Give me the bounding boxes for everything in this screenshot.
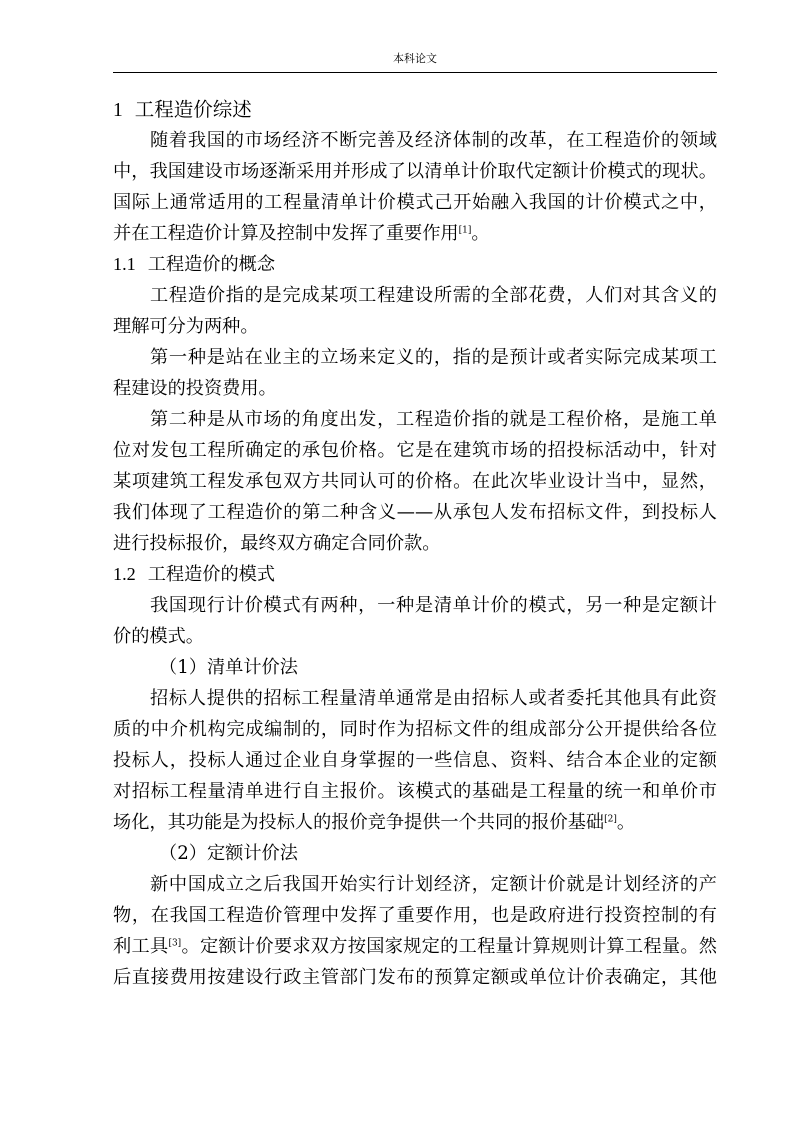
concept-p3-line-3: 某项建筑工程发承包双方共同认可的价格。在此次毕业设计当中，显然， bbox=[113, 471, 717, 492]
section-1-number: 1 bbox=[113, 100, 123, 121]
concept-p3-line-2: 位对发包工程所确定的承包价格。它是在建筑市场的招投标活动中，针对 bbox=[113, 440, 717, 461]
modes-p2-line-4: 对招标工程量清单进行自主报价。该模式的基础是工程量的统一和单价市 bbox=[113, 781, 717, 802]
modes-p3-line-2: 物，在我国工程造价管理中发挥了重要作用，也是政府进行投资控制的有 bbox=[113, 905, 717, 926]
intro-line-4 bbox=[113, 218, 717, 249]
citation-1: [1] bbox=[458, 225, 472, 236]
modes-p3-line-1: 新中国成立之后我国开始实行计划经济，定额计价就是计划经济的产 bbox=[150, 874, 717, 895]
citation-2: [2] bbox=[604, 814, 617, 825]
modes-p2-line-5 bbox=[113, 807, 717, 838]
modes-p3-line-3-start: 利工具 bbox=[113, 936, 169, 957]
modes-p2-line-5-text: 场化，其功能是为投标人的报价竞争提供一个共同的报价基础 bbox=[113, 812, 605, 833]
modes-p2-line-1: 招标人提供的招标工程量清单通常是由招标人或者委托其他具有此资 bbox=[150, 688, 717, 709]
subheading-quota-pricing: （2）定额计价法 bbox=[159, 843, 298, 864]
concept-p3-line-5: 进行投标报价，最终双方确定合同价款。 bbox=[113, 533, 441, 554]
section-1-heading bbox=[113, 94, 717, 125]
section-1-2-number: 1.2 bbox=[113, 564, 136, 584]
modes-p1-line-2: 价的模式。 bbox=[113, 626, 204, 647]
modes-p2-line-3: 投标人，投标人通过企业自身掌握的一些信息、资料、结合本企业的定额 bbox=[113, 750, 717, 771]
concept-p3-line-1: 第二种是从市场的角度出发，工程造价指的就是工程价格，是施工单 bbox=[150, 409, 717, 430]
section-1-title: 工程造价综述 bbox=[134, 98, 252, 121]
modes-p2-line-5-end: 。 bbox=[616, 812, 636, 833]
section-1-1-number: 1.1 bbox=[113, 254, 136, 274]
header-rule bbox=[113, 72, 717, 73]
section-1-2-title: 工程造价的模式 bbox=[147, 564, 276, 585]
intro-line-4-end: 。 bbox=[471, 223, 490, 244]
concept-p3-line-4: 我们体现了工程造价的第二种含义——从承包人发布招标文件，到投标人 bbox=[113, 502, 717, 523]
concept-p2-line-1: 第一种是站在业主的立场来定义的，指的是预计或者实际完成某项工 bbox=[150, 347, 717, 368]
citation-3: [3] bbox=[168, 938, 182, 949]
intro-line-2: 中，我国建设市场逐渐采用并形成了以清单计价取代定额计价模式的现状。 bbox=[113, 161, 717, 182]
running-header: 本科论文 bbox=[393, 52, 437, 65]
modes-p1-line-1: 我国现行计价模式有两种，一种是清单计价的模式，另一种是定额计 bbox=[150, 595, 717, 616]
section-1-1-title: 工程造价的概念 bbox=[147, 254, 276, 275]
document-body bbox=[113, 94, 717, 993]
modes-p3-line-3-rest: 。定额计价要求双方按国家规定的工程量计算规则计算工程量。然 bbox=[181, 936, 717, 957]
modes-p2-line-2: 质的中介机构完成编制的，同时作为招标文件的组成部分公开提供给各位 bbox=[113, 719, 717, 740]
concept-p1-line-1: 工程造价指的是完成某项工程建设所需的全部花费，人们对其含义的 bbox=[150, 285, 717, 306]
modes-p3-line-4: 后直接费用按建设行政主管部门发布的预算定额或单位计价表确定，其他 bbox=[113, 967, 717, 988]
section-1-2-heading bbox=[113, 559, 717, 590]
concept-p1-line-2: 理解可分为两种。 bbox=[113, 316, 259, 337]
intro-line-3: 国际上通常适用的工程量清单计价模式己开始融入我国的计价模式之中， bbox=[113, 192, 717, 213]
modes-p3-line-3 bbox=[113, 931, 717, 962]
section-1-1-heading bbox=[113, 249, 717, 280]
intro-line-1: 随着我国的市场经济不断完善及经济体制的改革，在工程造价的领域 bbox=[150, 130, 717, 151]
intro-line-4-text: 并在工程造价计算及控制中发挥了重要作用 bbox=[113, 223, 459, 244]
concept-p2-line-2: 程建设的投资费用。 bbox=[113, 378, 277, 399]
subheading-list-pricing: （1）清单计价法 bbox=[159, 657, 298, 678]
